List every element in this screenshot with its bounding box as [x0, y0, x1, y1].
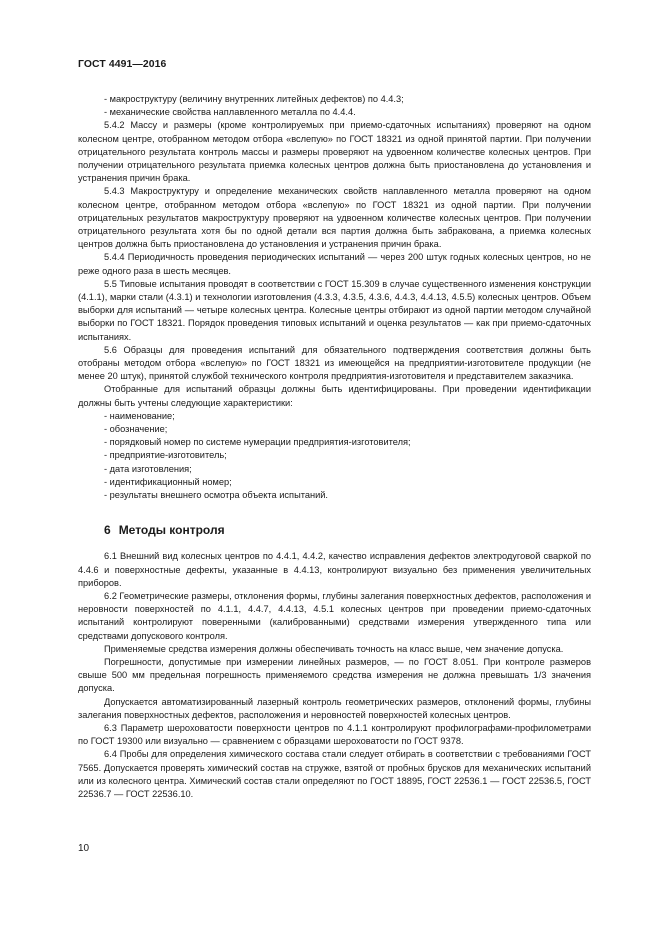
paragraph: Отобранные для испытаний образцы должны быть идентифицированы. При проведении идентификации должны быть учтены следующие характеристики:	[78, 384, 591, 408]
page-content	[78, 93, 591, 801]
section-number: 6	[104, 523, 111, 538]
list-item: - механические свойства наплавленного металла по 4.4.4.	[104, 107, 356, 118]
paragraph: Погрешности, допустимые при измерении линейных размеров, — по ГОСТ 8.051. При контроле размеров свыше 500 мм предельная погрешность применяемого средства измерения не должна превышать 1/3 значения допуска.	[78, 656, 591, 694]
list-item: - предприятие-изготовитель;	[104, 450, 227, 461]
paragraph: Допускается автоматизированный лазерный контроль геометрических размеров, отклонений формы, глубины залегания поверхностных дефектов, расположения и неровностей поверхностей колесных центров.	[78, 696, 591, 720]
paragraph: 5.6 Образцы для проведения испытаний для обязательного подтверждения соответствия должны быть отобраны методом отбора «вслепую» по ГОСТ 18321 из имеющейся на предприятии-изготовителе продукции (не менее 20 штук), принятой службой технического контроля предприятия-изготовителя и представителем заказчика.	[78, 344, 591, 382]
paragraph: 5.4.4 Периодичность проведения периодических испытаний — через 200 штук годных колесных центров, но не реже одного раза в шесть месяцев.	[78, 252, 591, 276]
list-item: - макроструктуру (величину внутренних литейных дефектов) по 4.4.3;	[104, 94, 404, 104]
list-item: - наименование;	[104, 410, 175, 421]
paragraph: 5.4.3 Макроструктуру и определение механических свойств наплавленного металла проверяют на одном колесном центре, отобранном методом отбора «вслепую» по ГОСТ 18321 из одной партии. При получении отрицательных результатов макроструктуру проверяют на удвоенном количестве колесных центров. При получении отрицательного результата хотя бы по одной детали вся партия должна быть забракована, а приемка колесных центров должна быть приостановлена до установления и устранения причин брака.	[78, 186, 591, 250]
document-header: ГОСТ 4491—2016	[78, 59, 167, 70]
paragraph: 5.5 Типовые испытания проводят в соответствии с ГОСТ 15.309 в случае существенного изменения конструкции (4.1.1), марки стали (4.3.1) и технологии изготовления (4.3.3, 4.3.5, 4.3.6, 4.4.3, 4.4.13, 4.5.5) колесных центров. Объем выборки для испытаний — четыре колесных центра. Колесные центры отбирают из одной партии методом случайной выборки по ГОСТ 18321. Порядок проведения типовых испытаний и оценка результатов — как при приемо-сдаточных испытаниях.	[78, 278, 591, 342]
page-number: 10	[78, 843, 90, 854]
list-item: - результаты внешнего осмотра объекта испытаний.	[104, 490, 329, 501]
section-heading	[78, 523, 591, 538]
list-item: - идентификационный номер;	[104, 476, 232, 487]
paragraph: 5.4.2 Массу и размеры (кроме контролируемых при приемо-сдаточных испытаниях) проверяют на одном колесном центре, отобранном методом отбора «вслепую» по ГОСТ 18321 из одной принятой партии. При получении отрицательного результата контроль массы и размеры проверяют на удвоенном количестве колесных центров. При получении отрицательного результата приемка колесных центров должна быть приостановлена до установления и устранения причин брака.	[78, 120, 591, 184]
paragraph: Применяемые средства измерения должны обеспечивать точность на класс выше, чем значение допуска.	[104, 643, 564, 654]
list-item: - обозначение;	[104, 424, 168, 435]
paragraph: 6.4 Пробы для определения химического состава стали следует отбирать в соответствии с требованиями ГОСТ 7565. Допускается проверять химический состав на стружке, взятой от пробных брусков для механических испытаний или из колесного центра. Химический состав стали определяют по ГОСТ 18895, ГОСТ 22536.1 — ГОСТ 22536.5, ГОСТ 22536.7 — ГОСТ 22536.10.	[78, 749, 591, 799]
section-title: Методы контроля	[118, 523, 225, 538]
list-item: - дата изготовления;	[104, 463, 192, 474]
text-block-clause-5	[78, 93, 591, 502]
text-block-clause-6	[78, 550, 591, 801]
paragraph: 6.2 Геометрические размеры, отклонения формы, глубины залегания поверхностных дефектов, расположения и неровности поверхностей по 4.1.1, 4.4.7, 4.4.13, 4.5.1 колесных центров при проведении приемо-сдаточных испытаний контролируют поверенными (калиброванными) средствами измерения утвержденного типа или средствами допускового контроля.	[78, 590, 591, 641]
paragraph: 6.3 Параметр шероховатости поверхности центров по 4.1.1 контролируют профилографами-профилометрами по ГОСТ 19300 или визуально — сравнением с образцами шероховатости по ГОСТ 9378.	[78, 722, 591, 747]
list-item: - порядковый номер по системе нумерации предприятия-изготовителя;	[104, 437, 411, 448]
paragraph: 6.1 Внешний вид колесных центров по 4.4.1, 4.4.2, качество исправления дефектов электродуговой сваркой по 4.4.6 и поверхностные дефекты, указанные в 4.4.13, контролируют визуально без применения увеличительных приборов.	[78, 551, 591, 588]
